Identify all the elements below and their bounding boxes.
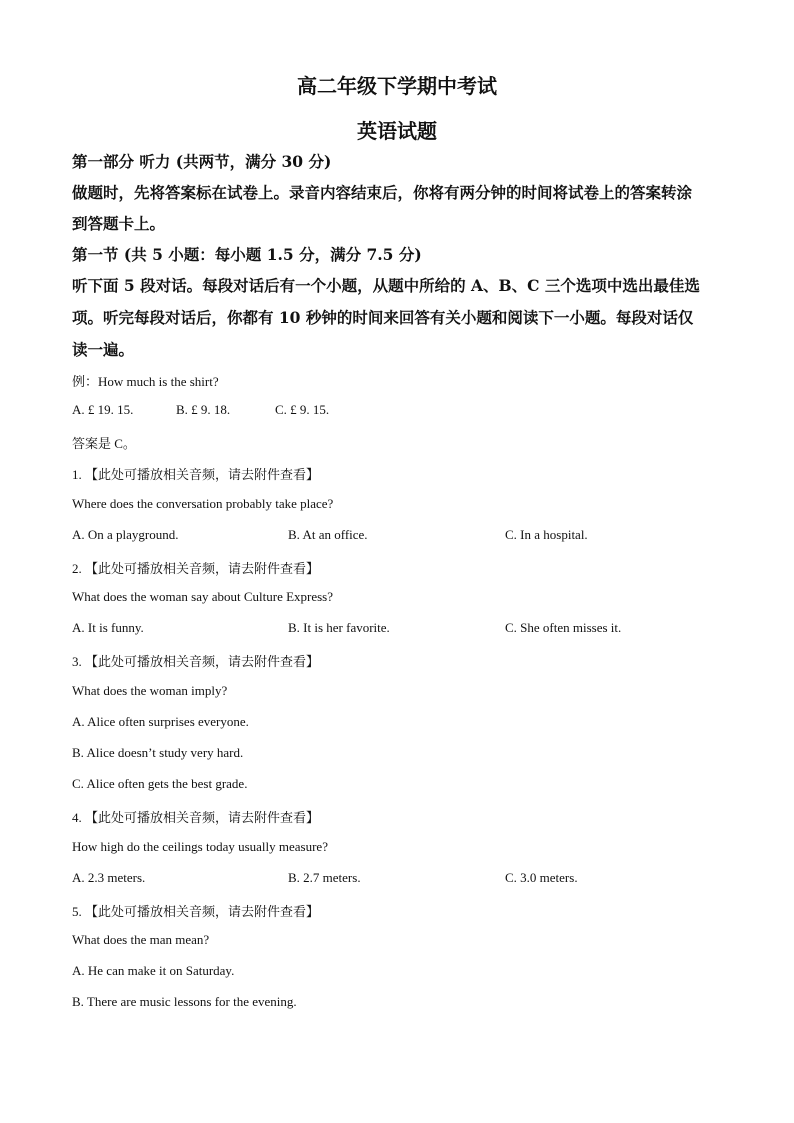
question-5-option-a: A. He can make it on Saturday. — [72, 963, 235, 978]
question-1-option-a: A. On a playground. — [72, 527, 179, 542]
example-option-c: C. £ 9. 15. — [275, 402, 330, 417]
example-option-b: B. £ 9. 18. — [176, 402, 231, 417]
question-4-audio-note: 4. 【此处可播放相关音频，请去附件查看】 — [72, 810, 320, 825]
question-3-option-b: B. Alice doesn’t study very hard. — [72, 745, 244, 760]
question-3-audio-note: 3. 【此处可播放相关音频，请去附件查看】 — [72, 654, 320, 669]
question-3-option-a: A. Alice often surprises everyone. — [72, 714, 249, 729]
question-2-audio-note: 2. 【此处可播放相关音频，请去附件查看】 — [72, 561, 320, 576]
question-5-option-b: B. There are music lessons for the evening. — [72, 994, 297, 1009]
question-1-option-c: C. In a hospital. — [505, 527, 588, 542]
question-4-option-c: C. 3.0 meters. — [505, 870, 578, 885]
question-2-text: What does the woman say about Culture Express? — [72, 589, 334, 604]
exam-subtitle: 英语试题 — [357, 119, 437, 143]
part1-instructions-line2: 到答题卡上。 — [72, 214, 166, 233]
question-5-audio-note: 5. 【此处可播放相关音频，请去附件查看】 — [72, 904, 320, 919]
question-1-audio-note: 1. 【此处可播放相关音频，请去附件查看】 — [72, 467, 320, 482]
example-option-a: A. £ 19. 15. — [72, 402, 134, 417]
question-1-option-b: B. At an office. — [288, 527, 368, 542]
part1-instructions-line1: 做题时，先将答案标在试卷上。录音内容结束后，你将有两分钟的时间将试卷上的答案转涂 — [72, 183, 693, 202]
section1-heading: 第一节 (共 5 小题：每小题 1.5 分，满分 7.5 分) — [72, 245, 422, 264]
question-2-option-a: A. It is funny. — [72, 620, 144, 635]
section1-instructions-line1: 听下面 5 段对话。每段对话后有一个小题，从题中所给的 A、B、C 三个选项中选出最佳选 — [72, 276, 700, 295]
question-4-option-b: B. 2.7 meters. — [288, 870, 361, 885]
question-5-text: What does the man mean? — [72, 932, 210, 947]
question-4-option-a: A. 2.3 meters. — [72, 870, 146, 885]
example-answer: 答案是 C。 — [72, 436, 136, 451]
question-2-option-b: B. It is her favorite. — [288, 620, 390, 635]
question-4-text: How high do the ceilings today usually measure? — [72, 839, 328, 854]
section1-instructions-line2: 项。听完每段对话后，你都有 10 秒钟的时间来回答有关小题和阅读下一小题。每段对话仅 — [72, 308, 694, 327]
question-2-option-c: C. She often misses it. — [505, 620, 622, 635]
question-3-text: What does the woman imply? — [72, 683, 228, 698]
example-question: 例：How much is the shirt? — [72, 374, 219, 389]
exam-title: 高二年级下学期中考试 — [297, 74, 497, 98]
question-3-option-c: C. Alice often gets the best grade. — [72, 776, 248, 791]
section1-instructions-line3: 读一遍。 — [72, 340, 135, 359]
part1-heading: 第一部分 听力 (共两节，满分 30 分) — [72, 152, 332, 171]
question-1-text: Where does the conversation probably take place? — [72, 496, 334, 511]
